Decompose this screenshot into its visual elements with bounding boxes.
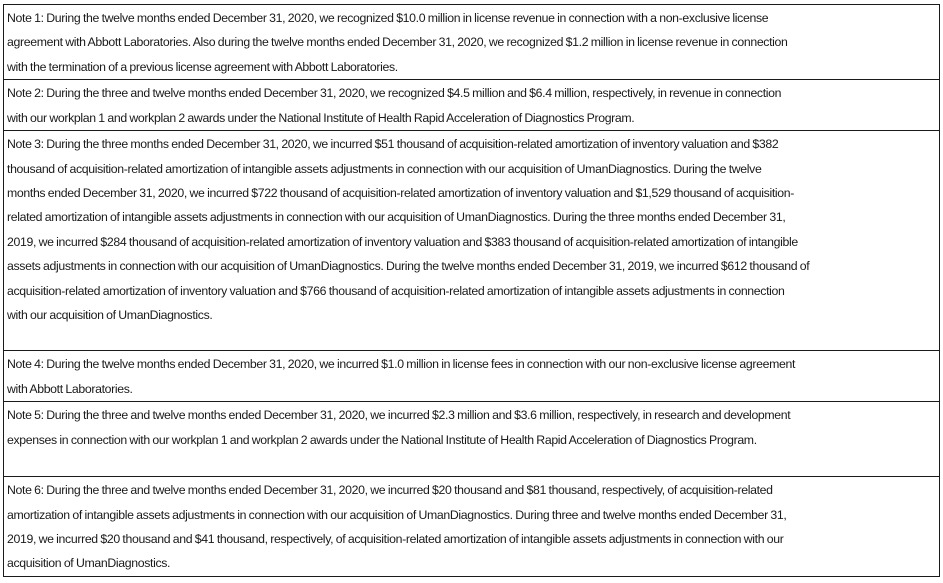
note-6-line: 2019, we incurred $20 thousand and $41 thousand, respectively, of acquisition-related amortization of intangible assets adjustments in connection with our [7,532,784,547]
note-6-cell [4,477,940,577]
note-5-line: expenses in connection with our workplan 1 and workplan 2 awards under the National Institute of Health Rapid Acceleration of Diagnostics Program. [7,432,757,447]
note-1-line: Note 1: During the twelve months ended December 31, 2020, we recognized $10.0 million in license revenue in connection with a non-exclusive license [7,11,769,25]
note-3-line: assets adjustments in connection with our acquisition of UmanDiagnostics. During the twelve months ended December 31, 2019, we incurred $612 thousand of [7,259,810,274]
note-6-line: acquisition of UmanDiagnostics. [7,556,171,571]
note-row-4 [4,351,940,402]
note-3-line: with our acquisition of UmanDiagnostics. [7,308,213,323]
note-2-line: with our workplan 1 and workplan 2 awards under the National Institute of Health Rapid Acceleration of Diagnostics Program. [7,110,635,125]
note-1-line: with the termination of a previous license agreement with Abbott Laboratories. [7,59,398,74]
note-1-cell [4,5,940,80]
note-row-3 [4,131,940,351]
note-3-line: thousand of acquisition-related amortization of intangible assets adjustments in connection with our acquisition of UmanDiagnostics. During the twelve [7,161,762,176]
note-6-line: amortization of intangible assets adjustments in connection with our acquisition of UmanDiagnostics. During three and twelve months ended December 31, [7,507,787,522]
note-4-line: Note 4: During the twelve months ended December 31, 2020, we incurred $1.0 million in license fees in connection with our non-exclusive license agreement [7,357,796,372]
note-3-line: 2019, we incurred $284 thousand of acquisition-related amortization of inventory valuation and $383 thousand of acquisition-related amortization of intangible [7,234,798,249]
note-3-line: Note 3: During the three months ended December 31, 2020, we incurred $51 thousand of acquisition-related amortization of inventory valuation and $382 [7,137,779,152]
note-5-cell [4,402,940,477]
note-row-5 [4,402,940,477]
note-row-6 [4,477,940,577]
note-3-line: acquisition-related amortization of inventory valuation and $766 thousand of acquisition-related amortization of intangible assets adjustments in connection [7,283,785,298]
note-3-line: related amortization of intangible assets adjustments in connection with our acquisition of UmanDiagnostics. During the three months ended December 31, [7,210,786,225]
note-4-line: with Abbott Laboratories. [7,381,133,396]
footnotes-table [3,4,940,577]
note-row-1 [4,5,940,80]
note-2-line: Note 2: During the three and twelve months ended December 31, 2020, we recognized $4.5 million and $6.4 million, respectively, in revenue in connection [7,86,782,101]
note-5-line: Note 5: During the three and twelve months ended December 31, 2020, we incurred $2.3 million and $3.6 million, respectively, in research and development [7,408,791,423]
note-4-cell [4,351,940,402]
note-3-line: months ended December 31, 2020, we incurred $722 thousand of acquisition-related amortization of inventory valuation and $1,529 thousand of acquisition- [7,186,795,201]
note-2-cell [4,80,940,131]
note-row-2 [4,80,940,131]
note-1-line: agreement with Abbott Laboratories. Also during the twelve months ended December 31, 2020, we recognized $1.2 million in license revenue in connection [7,35,788,50]
note-3-cell [4,131,940,351]
note-6-line: Note 6: During the three and twelve months ended December 31, 2020, we incurred $20 thousand and $81 thousand, respectively, of acquisition-related [7,483,773,498]
